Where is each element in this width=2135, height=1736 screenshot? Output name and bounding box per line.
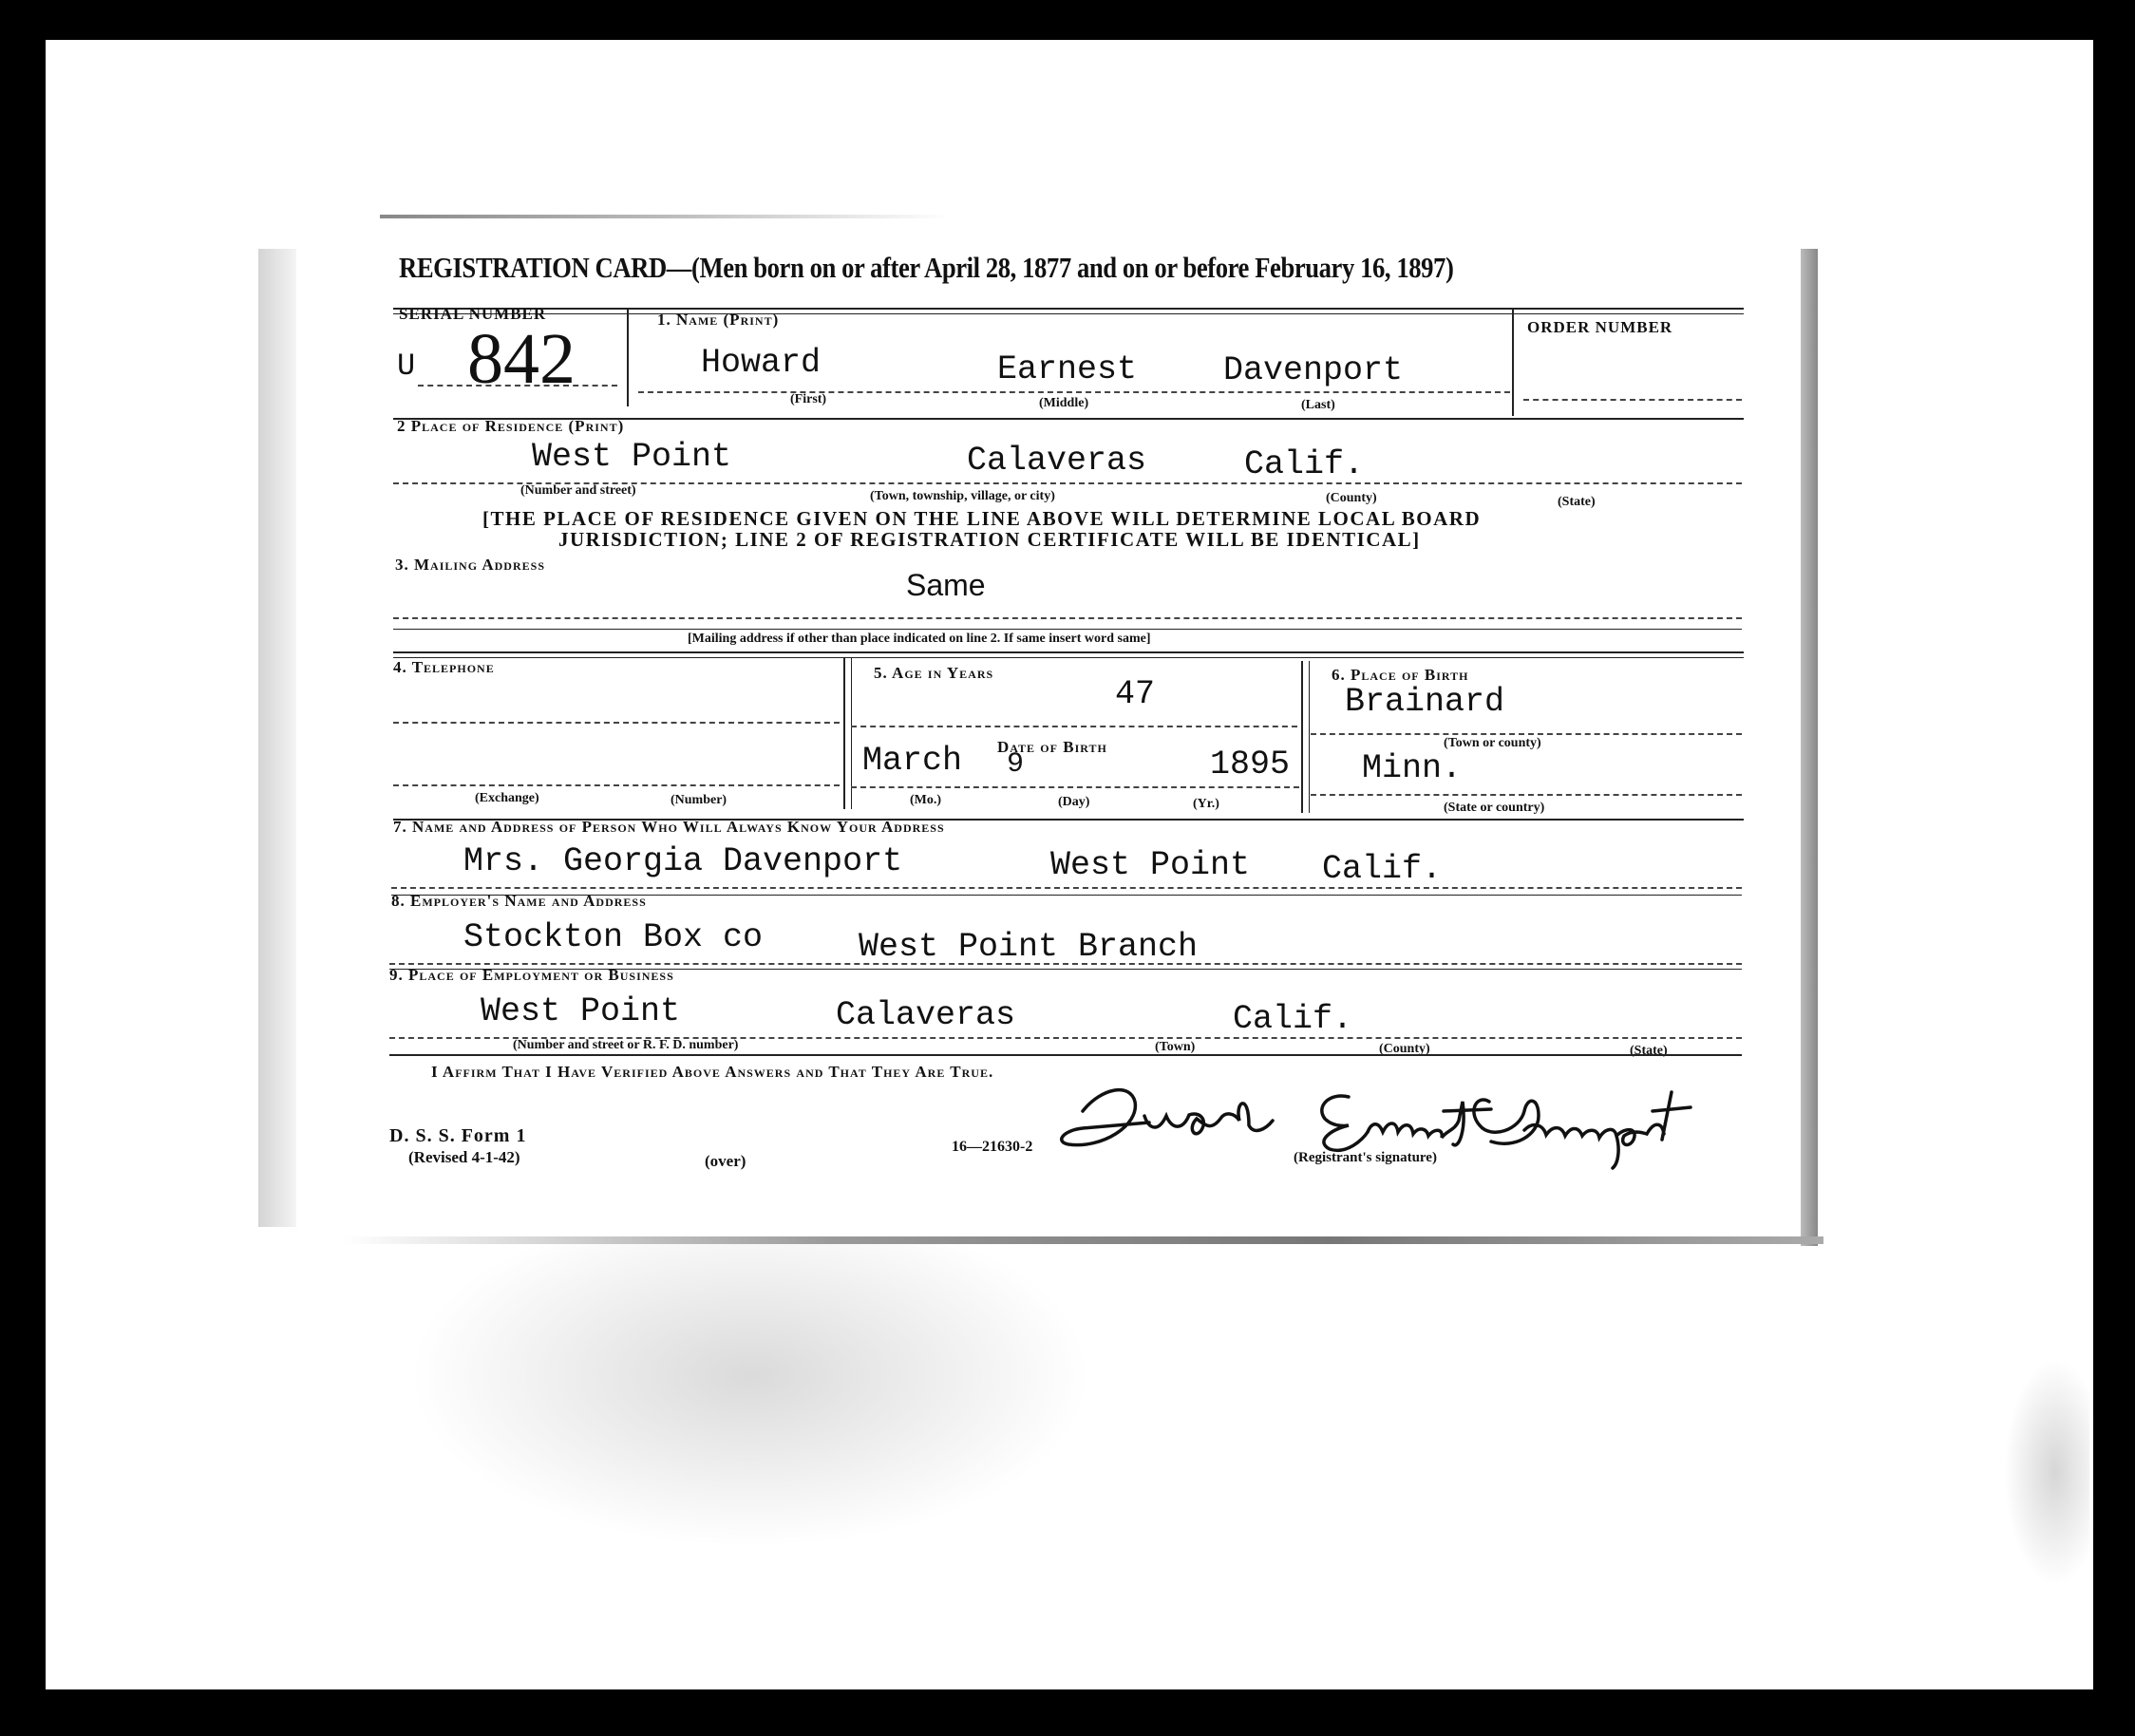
order-label: ORDER NUMBER <box>1527 318 1673 336</box>
mailing-label: 3. Mailing Address <box>395 556 545 574</box>
signature-caption: (Registrant's signature) <box>1294 1150 1437 1165</box>
residence-label: 2 Place of Residence (Print) <box>397 417 625 435</box>
employment-state: Calif. <box>1233 1000 1353 1038</box>
rule-2b <box>393 657 1744 658</box>
dob-month: March <box>862 742 963 780</box>
dob-day-caption: (Day) <box>1058 795 1090 809</box>
mailing-line <box>393 617 1742 619</box>
rule-6 <box>389 1054 1742 1056</box>
dob-month-caption: (Mo.) <box>910 793 942 807</box>
contact-name: Mrs. Georgia Davenport <box>463 842 903 880</box>
form-code: 16—21630-2 <box>952 1139 1033 1155</box>
dob-day: 9 <box>1007 748 1025 781</box>
title-rule-2 <box>393 313 1744 314</box>
employment-label: 9. Place of Employment or Business <box>389 966 674 984</box>
dob-year-caption: (Yr.) <box>1193 797 1219 811</box>
age-line <box>851 726 1297 727</box>
notice-line-1: [THE PLACE OF RESIDENCE GIVEN ON THE LINE ABOVE WILL DETERMINE LOCAL BOARD <box>482 507 1482 530</box>
name-middle-caption: (Middle) <box>1039 396 1089 410</box>
form-name: D. S. S. Form 1 <box>389 1125 527 1146</box>
registrant-signature <box>1045 1073 1804 1178</box>
employment-street-caption: (Number and street or R. F. D. number) <box>513 1038 739 1052</box>
name-first-caption: (First) <box>790 392 827 406</box>
telephone-divider <box>843 657 845 809</box>
telephone-line-2 <box>393 784 840 786</box>
employer-label: 8. Employer's Name and Address <box>391 892 647 910</box>
age-divider <box>1301 661 1303 813</box>
name-last-caption: (Last) <box>1301 398 1335 412</box>
birthplace-state-caption: (State or country) <box>1444 801 1545 815</box>
telephone-number-caption: (Number) <box>671 793 727 807</box>
scan-smudge-right <box>2004 1358 2089 1586</box>
employment-street: West Point <box>481 992 681 1030</box>
mailing-value: Same <box>906 568 986 602</box>
birthplace-line <box>1311 733 1742 735</box>
age-label: 5. Age in Years <box>874 664 994 682</box>
affirmation-text: I Affirm That I Have Verified Above Answers and That They Are True. <box>431 1063 994 1081</box>
serial-divider <box>627 310 629 406</box>
name-last: Davenport <box>1223 351 1404 389</box>
card-edge-bottom <box>342 1236 1823 1244</box>
form-revised: (Revised 4-1-42) <box>408 1148 520 1166</box>
dob-label: Date of Birth <box>997 738 1107 756</box>
serial-label: SERIAL NUMBER <box>399 305 547 323</box>
title-rule <box>393 308 1744 310</box>
name-middle: Earnest <box>997 350 1138 388</box>
telephone-line <box>393 722 840 724</box>
age-divider-2 <box>1309 661 1310 813</box>
order-line <box>1523 399 1742 401</box>
dob-line <box>851 786 1299 788</box>
form-over: (over) <box>705 1152 746 1170</box>
employment-town-caption: (Town) <box>1155 1040 1196 1054</box>
birthplace-state-line <box>1311 794 1742 796</box>
contact-label: 7. Name and Address of Person Who Will Always Know Your Address <box>393 818 945 836</box>
dob-year: 1895 <box>1210 745 1291 783</box>
birthplace-state: Minn. <box>1362 749 1463 787</box>
contact-state: Calif. <box>1322 850 1443 888</box>
residence-street-caption: (Number and street) <box>520 483 636 498</box>
residence-street: West Point <box>532 438 732 476</box>
rule-2 <box>393 651 1744 653</box>
serial-line <box>418 385 617 387</box>
residence-county: Calaveras <box>967 442 1147 480</box>
mailing-line-2 <box>393 629 1742 630</box>
contact-town: West Point <box>1050 846 1251 884</box>
residence-county-caption: (County) <box>1326 491 1377 505</box>
employment-county-caption: (County) <box>1379 1042 1430 1056</box>
scan-smudge <box>408 1235 1092 1548</box>
residence-town-caption: (Town, township, village, or city) <box>870 489 1055 503</box>
name-first: Howard <box>701 344 822 382</box>
card-title: REGISTRATION CARD—(Men born on or after April 28, 1877 and on or before February 16, 1897) <box>399 251 1454 284</box>
telephone-exchange-caption: (Exchange) <box>475 791 539 805</box>
birthplace-label: 6. Place of Birth <box>1332 666 1469 684</box>
contact-line <box>391 887 1742 889</box>
birthplace-town: Brainard <box>1345 683 1505 721</box>
employer-name: Stockton Box co <box>463 918 764 956</box>
notice-line-2: JURISDICTION; LINE 2 OF REGISTRATION CERTIFICATE WILL BE IDENTICAL] <box>558 528 1421 551</box>
telephone-label: 4. Telephone <box>393 658 495 676</box>
residence-state: Calif. <box>1244 445 1365 483</box>
residence-state-caption: (State) <box>1558 495 1596 509</box>
employer-branch: West Point Branch <box>859 928 1199 966</box>
birthplace-town-caption: (Town or county) <box>1444 736 1541 750</box>
mailing-caption: [Mailing address if other than place indicated on line 2. If same insert word same] <box>688 632 1151 646</box>
employment-county: Calaveras <box>836 996 1016 1034</box>
serial-prefix: U <box>397 349 416 384</box>
name-line <box>638 391 1510 393</box>
name-label: 1. Name (Print) <box>657 311 780 329</box>
scan-shadow-left <box>258 249 296 1227</box>
age-value: 47 <box>1115 675 1156 713</box>
employer-line <box>389 963 1742 965</box>
order-divider <box>1512 310 1514 416</box>
employment-state-caption: (State) <box>1630 1044 1668 1058</box>
serial-number: 842 <box>467 319 576 399</box>
